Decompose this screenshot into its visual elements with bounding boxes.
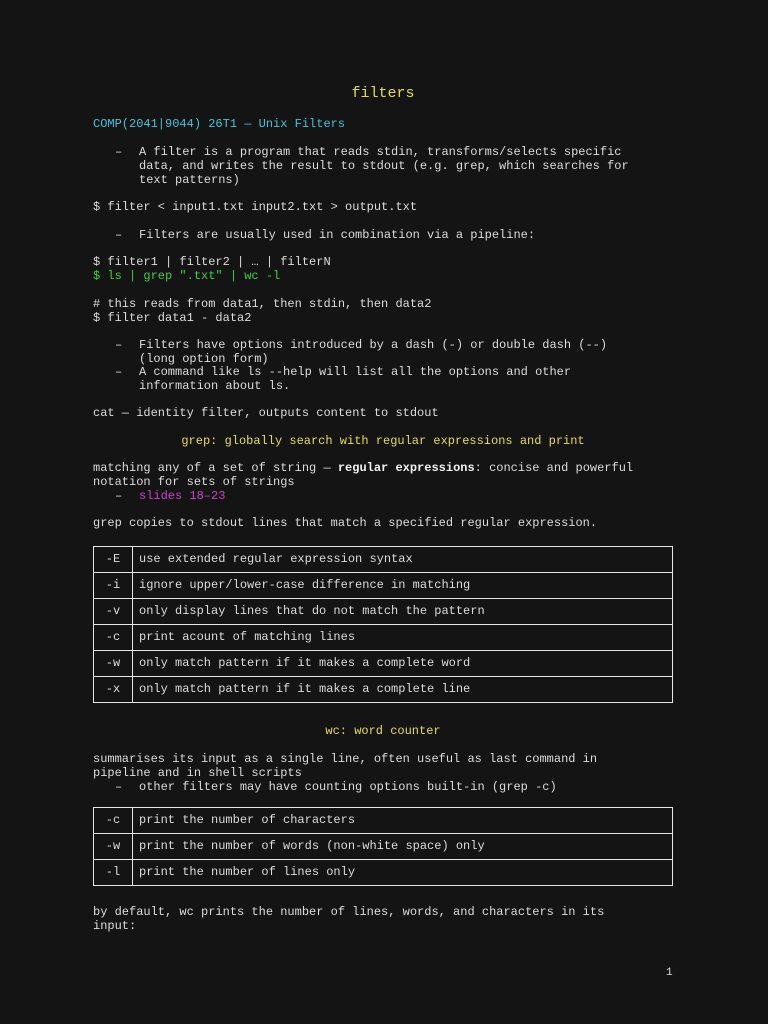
option-flag: -c	[94, 808, 133, 834]
option-description: print the number of characters	[133, 808, 673, 834]
bullet-text-line: information about ls.	[139, 379, 291, 393]
pipeline-generic: $ filter1 | filter2 | … | filterN	[93, 255, 331, 269]
bullet-filter-definition	[93, 146, 673, 188]
bullet-dash: –	[115, 365, 123, 379]
course-line: COMP(2041|9044) 26T1 — Unix Filters	[93, 117, 346, 131]
wc-heading: wc: word counter	[325, 724, 441, 738]
option-flag: -v	[94, 599, 133, 625]
regex-text-start: matching any of a set of string —	[93, 461, 338, 475]
grep-description: grep copies to stdout lines that match a specified regular expression.	[93, 516, 598, 530]
command-redirect: $ filter < input1.txt input2.txt > output.txt	[93, 200, 418, 214]
regex-text-end: : concise and powerful	[474, 461, 634, 475]
option-description: only match pattern if it makes a complete word	[133, 651, 673, 677]
wc-default-line: by default, wc prints the number of lines, words, and characters in its	[93, 905, 605, 919]
bullet-text-line: Filters have options introduced by a dash (-) or double dash (--)	[139, 338, 608, 352]
bullet-options	[93, 339, 673, 367]
wc-default-line: input:	[93, 919, 137, 933]
page-number: 1	[666, 967, 673, 979]
option-flag: -E	[94, 547, 133, 573]
bullet-slides	[93, 490, 673, 504]
option-description: only match pattern if it makes a complete line	[133, 677, 673, 703]
option-flag: -w	[94, 651, 133, 677]
option-row	[94, 834, 673, 860]
wc-options-table	[93, 807, 673, 886]
option-description: only display lines that do not match the pattern	[133, 599, 673, 625]
regex-paragraph-line1	[93, 462, 633, 476]
wc-paragraph-line: summarises its input as a single line, often useful as last command in	[93, 752, 598, 766]
bullet-wc-counting	[93, 781, 673, 795]
page-title: filters	[351, 85, 415, 102]
bullet-text-line: other filters may have counting options built-in (grep -c)	[139, 780, 557, 794]
option-description: use extended regular expression syntax	[133, 547, 673, 573]
regex-term: regular expressions	[337, 461, 475, 475]
cat-line: cat — identity filter, outputs content to stdout	[93, 406, 439, 420]
regex-paragraph-line2: notation for sets of strings	[93, 475, 295, 489]
grep-options-table	[93, 546, 673, 703]
bullet-text-line: data, and writes the result to stdout (e.g. grep, which searches for	[139, 159, 629, 173]
option-row	[94, 651, 673, 677]
option-description: print the number of lines only	[133, 860, 673, 886]
option-row	[94, 860, 673, 886]
bullet-help	[93, 366, 673, 394]
bullet-dash: –	[115, 780, 123, 794]
option-row	[94, 625, 673, 651]
option-row	[94, 599, 673, 625]
option-description: ignore upper/lower-case difference in matching	[133, 573, 673, 599]
option-description: print the number of words (non-white space) only	[133, 834, 673, 860]
option-row	[94, 547, 673, 573]
bullet-dash: –	[115, 145, 123, 159]
bullet-dash: –	[115, 489, 123, 503]
option-row	[94, 808, 673, 834]
slides-link[interactable]: slides 18–23	[139, 489, 226, 503]
option-flag: -c	[94, 625, 133, 651]
option-description: print acount of matching lines	[133, 625, 673, 651]
bullet-text-line: A filter is a program that reads stdin, transforms/selects specific	[139, 145, 622, 159]
bullet-text-line: text patterns)	[139, 173, 240, 187]
option-flag: -i	[94, 573, 133, 599]
pipeline-example: $ ls | grep ".txt" | wc -l	[93, 269, 281, 283]
bullet-text-line: A command like ls --help will list all the options and other	[139, 365, 572, 379]
option-row	[94, 677, 673, 703]
bullet-pipeline	[93, 229, 673, 243]
option-row	[94, 573, 673, 599]
option-flag: -x	[94, 677, 133, 703]
comment-line: # this reads from data1, then stdin, then data2	[93, 297, 432, 311]
bullet-text-line: (long option form)	[139, 352, 269, 366]
command-dash: $ filter data1 - data2	[93, 311, 252, 325]
bullet-dash: –	[115, 338, 123, 352]
option-flag: -w	[94, 834, 133, 860]
grep-heading: grep: globally search with regular expressions and print	[181, 434, 585, 448]
option-flag: -l	[94, 860, 133, 886]
wc-paragraph-line: pipeline and in shell scripts	[93, 766, 302, 780]
bullet-dash: –	[115, 228, 123, 242]
bullet-text-line: Filters are usually used in combination via a pipeline:	[139, 228, 536, 242]
